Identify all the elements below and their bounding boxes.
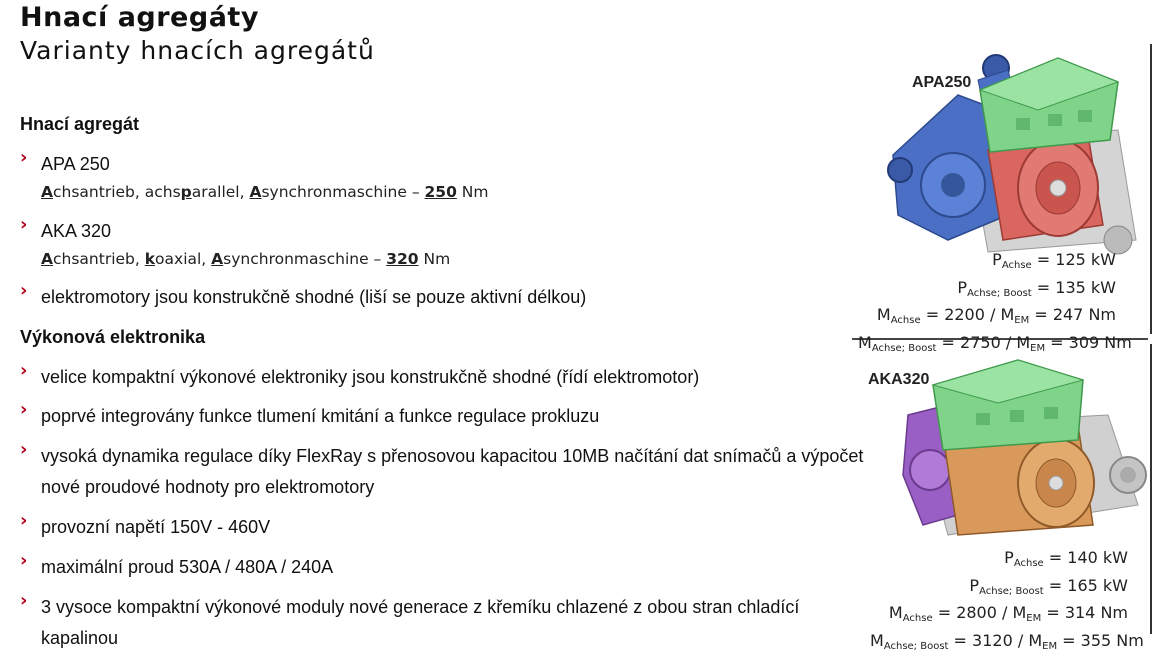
chevron-right-icon: › [20,550,34,571]
divider-vertical [1150,344,1152,634]
section-heading-power-electronics: Výkonová elektronika [20,327,205,348]
list-item-aka320 [20,216,870,268]
spec-row: $P_{Achse; Boost} = 165$ kW [870,575,1128,603]
list-item [20,512,870,543]
spec-row: $M_{Achse; Boost} = 2750 / M_{EM} = 309$ Nm [858,332,1116,360]
apa250-specs [858,249,1116,359]
chevron-right-icon: › [20,147,34,168]
list-item-text: velice kompaktní výkonové elektroniky jsou konstrukčně shodné (řídí elektromotor) [41,362,870,393]
list-item-subtext: Achsantrieb, koaxial, Asynchronmaschine – 320 Nm [41,250,870,268]
apa250-label: APA250 [912,74,971,92]
spec-row: $P_{Achse} = 125$ kW [858,249,1116,277]
list-item [20,362,870,393]
list-item-text-continued: nové proudové hodnoty pro elektromotory [41,472,870,503]
list-item [20,282,870,313]
list-item [20,441,870,503]
chevron-right-icon: › [20,280,34,301]
inverter-shape [933,360,1083,450]
chevron-right-icon: › [20,360,34,381]
list-item-text: provozní napětí 150V - 460V [41,512,870,543]
list-item-text: poprvé integrovány funkce tlumení kmitání a funkce regulace prokluzu [41,401,870,432]
aka320-specs [870,547,1128,657]
list-item [20,552,870,583]
list-item-text: vysoká dynamika regulace díky FlexRay s přenosovou kapacitou 10MB načítání dat snímačů a výpočet [41,441,870,472]
chevron-right-icon: › [20,439,34,460]
apa250-motor-image [878,40,1146,255]
spec-row: $M_{Achse; Boost} = 3120 / M_{EM} = 355$ Nm [870,630,1128,657]
spec-row: $M_{Achse} = 2800 / M_{EM} = 314$ Nm [870,602,1128,630]
chevron-right-icon: › [20,510,34,531]
spec-row: $M_{Achse} = 2200 / M_{EM} = 247$ Nm [858,304,1116,332]
list-item-subtext: Achsantrieb, achsparallel, Asynchronmaschine – 250 Nm [41,183,870,201]
list-item-text: APA 250 [41,149,870,180]
list-item [20,592,870,654]
chevron-right-icon: › [20,399,34,420]
list-item [20,401,870,432]
list-item-text: 3 vysoce kompaktní výkonové moduly nové generace z křemíku chlazené z obou stran chladící kapalinou [41,592,870,654]
chevron-right-icon: › [20,214,34,235]
divider-vertical [1150,44,1152,334]
spec-row: $P_{Achse} = 140$ kW [870,547,1128,575]
list-item-text: maximální proud 530A / 480A / 240A [41,552,870,583]
list-item-text: elektromotory jsou konstrukčně shodné (liší se pouze aktivní délkou) [41,282,870,313]
section-heading-drive-unit: Hnací agregát [20,114,139,135]
page-subtitle: Varianty hnacích agregátů [20,36,375,65]
page-title: Hnací agregáty [20,2,259,33]
aka320-label: AKA320 [868,371,929,389]
list-item-apa250 [20,149,870,201]
chevron-right-icon: › [20,590,34,611]
spec-row: $P_{Achse; Boost} = 135$ kW [858,277,1116,305]
list-item-text: AKA 320 [41,216,870,247]
